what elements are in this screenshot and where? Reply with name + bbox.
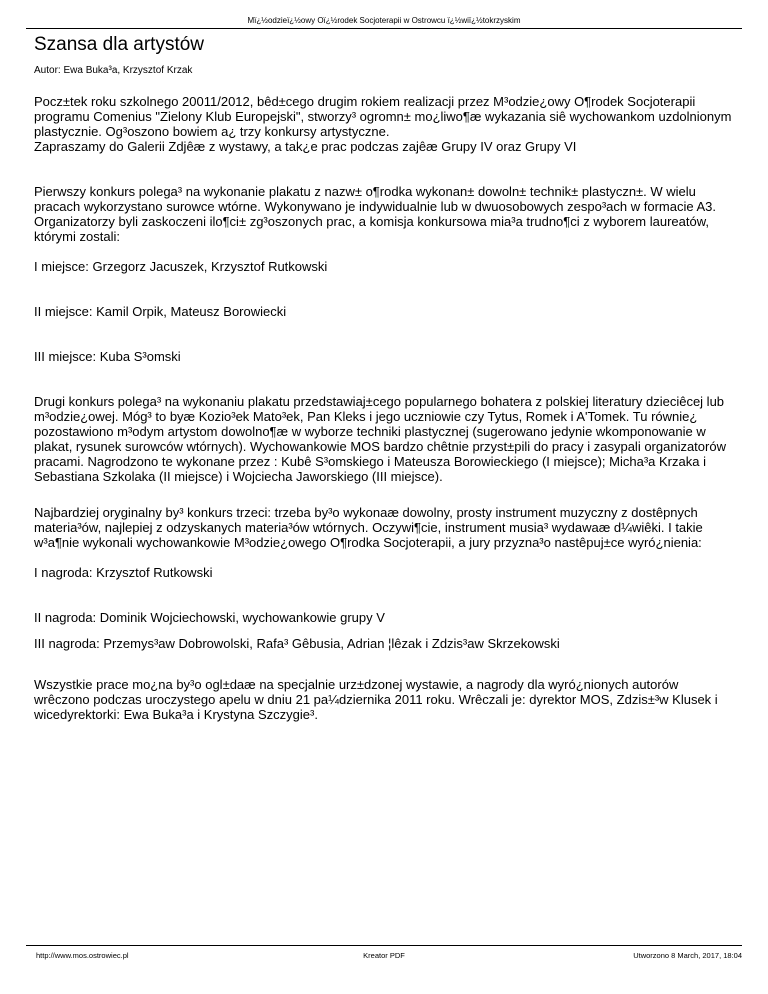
- footer-url: http://www.mos.ostrowiec.pl: [36, 951, 129, 960]
- paragraph-second-contest: Drugi konkurs polega³ na wykonaniu plakatu przedstawiaj±cego popularnego bohatera z polskiej literatury dzieciêcej lub m³odzie¿owej. Móg³ to byæ Kozio³ek Mato³ek, Pan Kleks i jego uczniowie czy Tytus, Romek i A'Tomek. Tu równie¿ pozostawiono m³odym artystom dowolno¶æ w wyborze techniki plastycznej (sugerowano jedynie wkomponowanie w plakat, rysunek surowców wtórnych). Wychowankowie MOS bardzo chêtnie przyst±pili do pracy i zasypali organizatorów pracami. Nagrodzono te wykonane przez : Kubê S³omskiego i Mateusza Borowieckiego (I miejsce); Micha³a Krzaka i Sebastiana Szkolaka (II miejsce) i Wojciecha Jaworskiego (III miejsce).: [34, 394, 726, 484]
- first-contest-place-3: III miejsce: Kuba S³omski: [34, 349, 181, 364]
- first-contest-place-2: II miejsce: Kamil Orpik, Mateusz Borowiecki: [34, 304, 287, 319]
- footer-divider: [26, 945, 742, 946]
- footer-generator: Kreator PDF: [363, 951, 405, 960]
- third-contest-prize-3: III nagroda: Przemys³aw Dobrowolski, Rafa³ Gêbusia, Adrian ¦lêzak i Zdzis³aw Skrzekowski: [34, 636, 560, 651]
- third-contest-prize-1: I nagroda: Krzysztof Rutkowski: [34, 565, 213, 580]
- paragraph-first-contest: Pierwszy konkurs polega³ na wykonanie plakatu z nazw± o¶rodka wykonan± dowoln± technik± plastyczn±. W wielu pracach wykorzystano surowce wtórne. Wykonywano je indywidualnie lub w dwuosobowych zespo³ach w formacie A3. Organizatorzy byli zaskoczeni ilo¶ci± zg³oszonych prac, a komisja konkursowa mia³a trudno¶ci z wyborem laureatów, którymi zostali:: [34, 184, 716, 244]
- article-title: Szansa dla artystów: [34, 34, 205, 55]
- third-contest-prize-2: II nagroda: Dominik Wojciechowski, wychowankowie grupy V: [34, 610, 385, 625]
- page-header-title: Mï¿½odzieï¿½owy Oï¿½rodek Socjoterapii w Ostrowcu ï¿½wiï¿½tokrzyskim: [247, 16, 521, 25]
- article-body: [34, 94, 734, 722]
- footer-created-date: Utworzono 8 March, 2017, 18:04: [633, 951, 742, 960]
- first-contest-place-1: I miejsce: Grzegorz Jacuszek, Krzysztof Rutkowski: [34, 259, 328, 274]
- header-divider: [26, 28, 742, 29]
- article-author: Autor: Ewa Buka³a, Krzysztof Krzak: [34, 65, 193, 76]
- paragraph-closing: Wszystkie prace mo¿na by³o ogl±daæ na specjalnie urz±dzonej wystawie, a nagrody dla wyró¿nionych autorów wrêczono podczas uroczystego apelu w dniu 21 pa¼dziernika 2011 roku. Wrêczali je: dyrektor MOS, Zdzis±³w Klusek i wicedyrektorki: Ewa Buka³a i Krystyna Szczygie³.: [34, 677, 718, 722]
- paragraph-intro: Pocz±tek roku szkolnego 20011/2012, bêd±cego drugim rokiem realizacji przez M³odzie¿owy O¶rodek Socjoterapii programu Comenius "Zielony Klub Europejski", stworzy³ ogromn± mo¿liwo¶æ wykazania siê wychowankom uzdolnionym plastycznie. Og³oszono bowiem a¿ trzy konkursy artystyczne. Zapraszamy do Galerii Zdjêæ z wystawy, a tak¿e prac podczas zajêæ Grupy IV oraz Grupy VI: [34, 94, 732, 154]
- paragraph-third-contest: Najbardziej oryginalny by³ konkurs trzeci: trzeba by³o wykonaæ dowolny, prosty instrument muzyczny z dostêpnych materia³ów, najlepiej z odzyskanych materia³ów wtórnych. Oczywi¶cie, instrument musia³ wydawaæ d¼wiêki. I takie w³a¶nie wykonali wychowankowie M³odzie¿owego O¶rodka Socjoterapii, a jury przyzna³o nastêpuj±ce wyró¿nienia:: [34, 505, 703, 550]
